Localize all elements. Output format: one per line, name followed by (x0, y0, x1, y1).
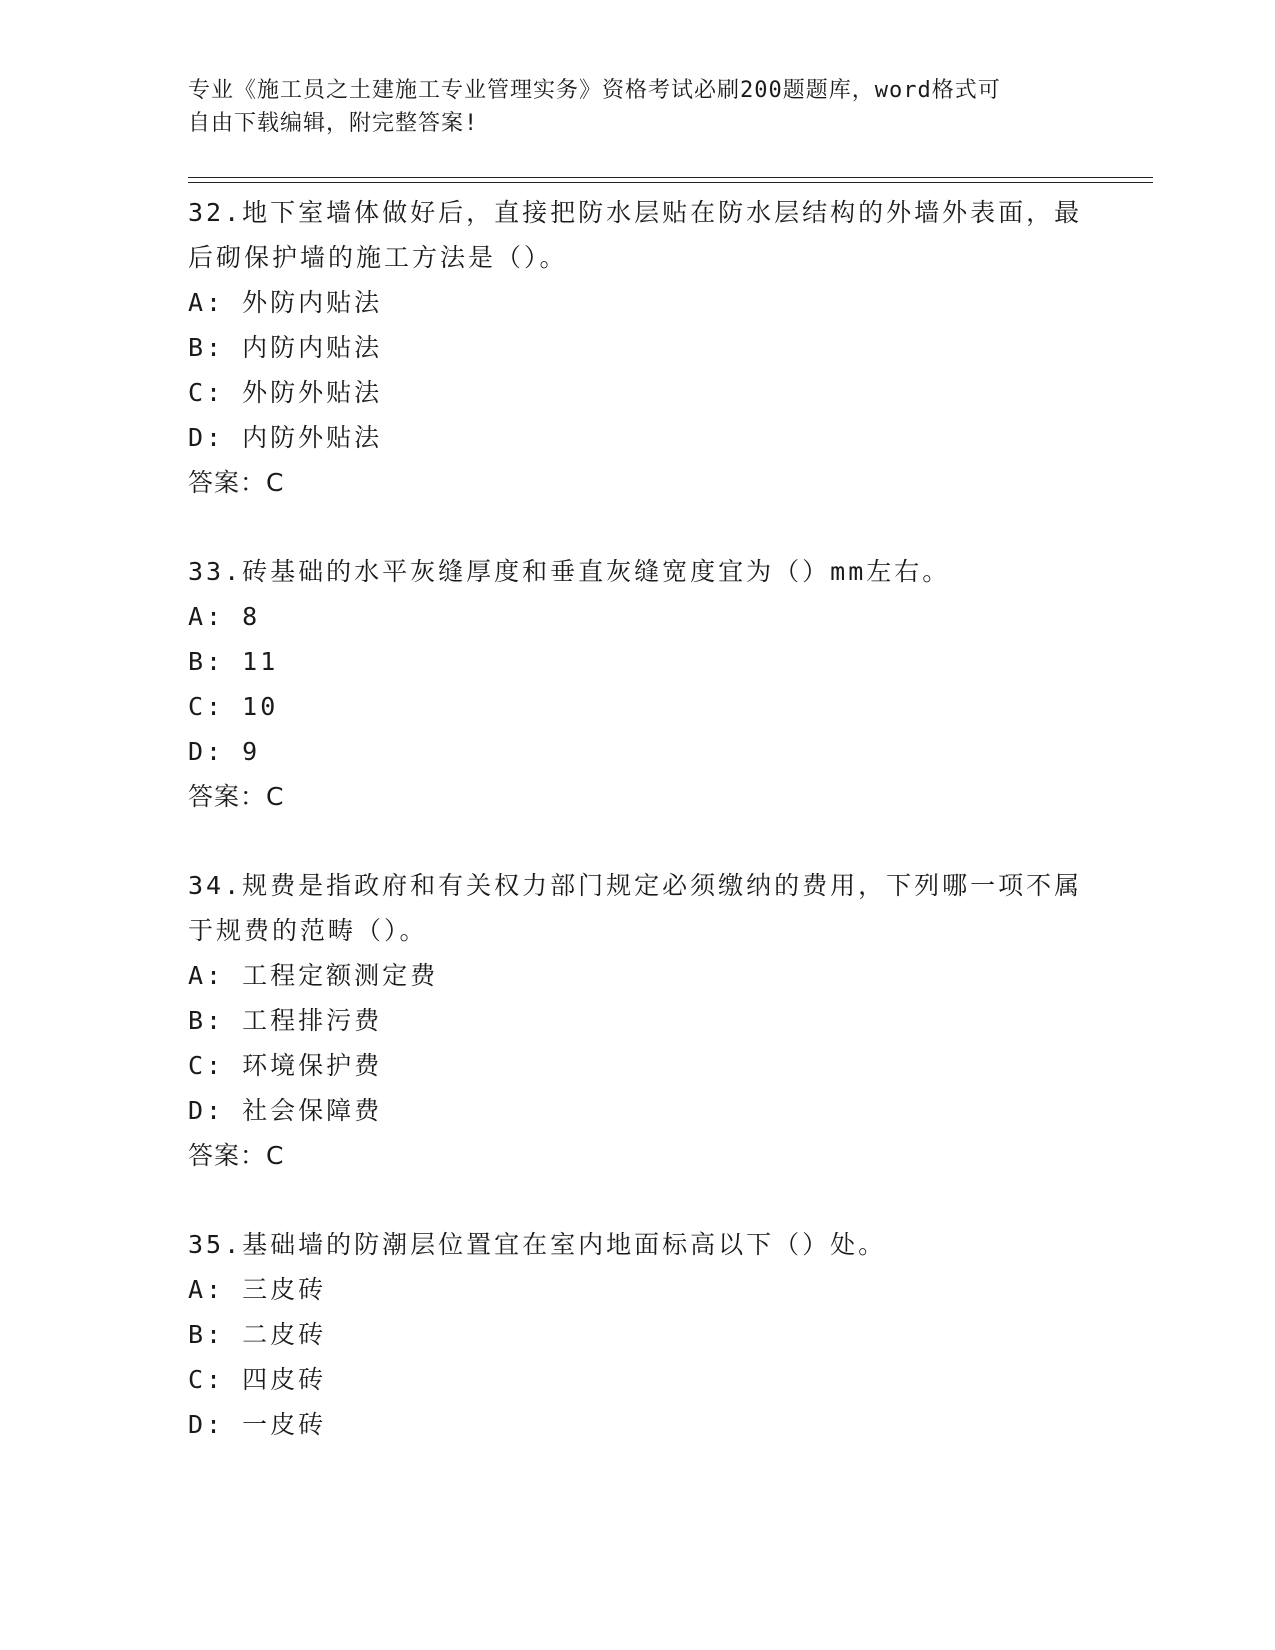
option-a: A: 三皮砖 (188, 1275, 327, 1304)
option-c: C: 四皮砖 (188, 1365, 327, 1394)
answer: 答案：C (188, 782, 285, 811)
option-d: D: 一皮砖 (188, 1410, 327, 1439)
option-c: C: 环境保护费 (188, 1051, 383, 1080)
question-32 (188, 190, 1088, 505)
question-33 (188, 549, 1088, 819)
option-c: C: 10 (188, 692, 279, 721)
document-header (188, 74, 1068, 140)
option-c: C: 外防外贴法 (188, 378, 383, 407)
option-d: D: 社会保障费 (188, 1096, 383, 1125)
header-line-2: 自由下载编辑，附完整答案! (188, 111, 479, 136)
header-divider-top (188, 177, 1153, 178)
option-b: B: 二皮砖 (188, 1320, 327, 1349)
option-d: D: 9 (188, 737, 261, 766)
question-stem: 34.规费是指政府和有关权力部门规定必须缴纳的费用，下列哪一项不属于规费的范畴（）。 (188, 871, 1083, 945)
header-divider-bottom (188, 182, 1153, 183)
option-b: B: 工程排污费 (188, 1006, 383, 1035)
option-a: A: 8 (188, 602, 261, 631)
question-stem: 33.砖基础的水平灰缝厚度和垂直灰缝宽度宜为（）mm左右。 (188, 557, 951, 586)
answer: 答案：C (188, 1141, 285, 1170)
question-stem: 35.基础墙的防潮层位置宜在室内地面标高以下（）处。 (188, 1230, 887, 1259)
option-a: A: 工程定额测定费 (188, 961, 439, 990)
answer: 答案：C (188, 468, 285, 497)
option-a: A: 外防内贴法 (188, 288, 383, 317)
question-list (188, 190, 1088, 1491)
question-34 (188, 863, 1088, 1178)
question-35 (188, 1222, 1088, 1447)
option-b: B: 11 (188, 647, 279, 676)
question-stem: 32.地下室墙体做好后，直接把防水层贴在防水层结构的外墙外表面，最后砌保护墙的施工方法是（）。 (188, 198, 1083, 272)
option-d: D: 内防外贴法 (188, 423, 383, 452)
header-line-1: 专业《施工员之土建施工专业管理实务》资格考试必刷200题题库，word格式可 (188, 78, 1001, 103)
option-b: B: 内防内贴法 (188, 333, 383, 362)
